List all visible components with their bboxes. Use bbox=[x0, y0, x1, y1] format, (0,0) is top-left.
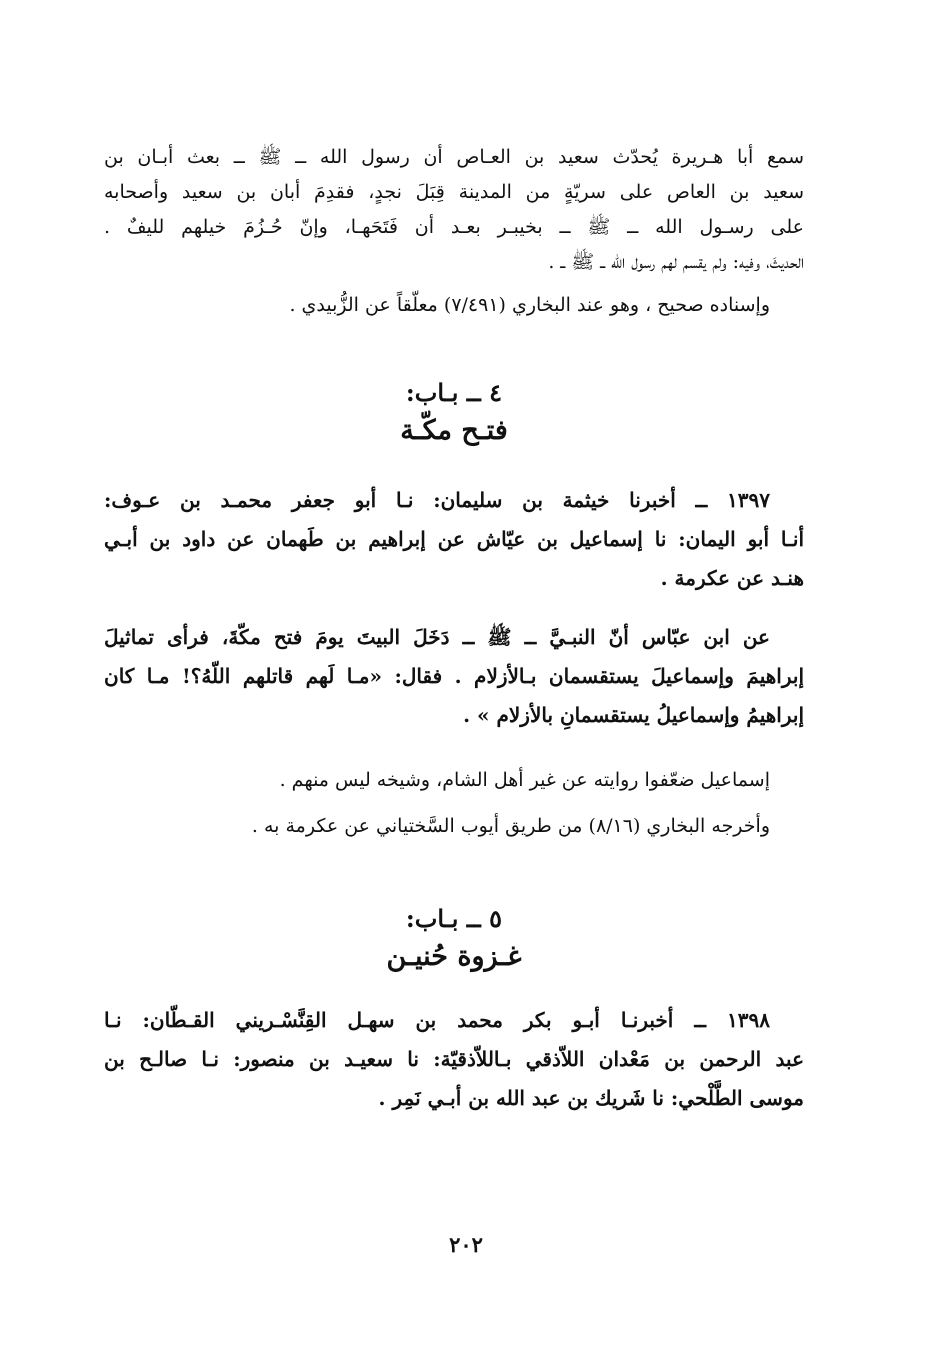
text-line: إبراهيمُ وإسماعيلُ يستقسمانِ بالأزلام » . bbox=[463, 703, 804, 727]
hadith-1397-isnad bbox=[104, 481, 804, 598]
text-line: الحديثَ، وفيه: ولم يقسم لهم رسول الله ــ ﷺ ــ . bbox=[548, 251, 804, 273]
takhrij-note: وأخرجه البخاري (٨/١٦) من طريق أيوب السَّختياني عن عكرمة به . bbox=[251, 815, 770, 837]
text-line: سعيد بن العاص على سريّةٍ من المدينة قِبَلَ نجدٍ، فقدِمَ أبان بن سعيد وأصحابه bbox=[104, 181, 804, 203]
chapter-title: غـزوة حُنيـن bbox=[386, 941, 522, 972]
text-line: أنـا أبو اليمان: نا إسماعيل بن عيّاش عن إبراهيم بن طَهمان عن داود بن أبـي bbox=[104, 527, 804, 551]
text-line: موسى الطَّلْحي: نا شَريك بن عبد الله بن أبـي نَمِر . bbox=[378, 1086, 804, 1110]
isnad-note: وإسناده صحيح ، وهو عند البخاري (٧/٤٩١) معلّقاً عن الزُّبيدي . bbox=[289, 294, 770, 316]
chapter-title: فتـح مكّـة bbox=[400, 415, 508, 446]
hadith-1397-matn bbox=[104, 618, 804, 735]
text-line: على رسـول الله ــ ﷺ ــ بخيبـر بعـد أن فَتَحَهـا، وإنّ حُـزُمَ خيلهم لليفٌ . bbox=[104, 216, 804, 238]
hadith-1398-isnad bbox=[104, 1001, 804, 1118]
section-heading-5 bbox=[104, 901, 804, 977]
text-line: سمع أبا هـريرة يُحدّث سعيد بن العـاص أن رسول الله ــ ﷺ ــ بعث أبـان بن bbox=[104, 146, 804, 168]
text-line: إبراهيمَ وإسماعيلَ يستقسمان بـالأزلام . فقال: «مـا لَهم قاتلهم اللّهُ؟! مـا كان bbox=[104, 664, 804, 688]
text-line: هنـد عن عكرمة . bbox=[660, 566, 804, 590]
text-line: ١٣٩٨ ــ أخبرنـا أبـو بكر محمد بن سهـل القِنَّسْـريني القـطّان: نـا bbox=[104, 1008, 770, 1032]
grading-note: إسماعيل ضعّفوا روايته عن غير أهل الشام، وشيخه ليس منهم . bbox=[279, 769, 770, 791]
page-number: ٢٠٢ bbox=[449, 1232, 483, 1257]
paragraph-intro bbox=[104, 140, 804, 280]
text-line: عن ابن عبّاس أنّ النبـيَّ ــ ﷺ ــ دَخَلَ البيتَ يومَ فتح مكّةَ، فرأى تماثيلَ bbox=[104, 625, 770, 649]
text-line: ١٣٩٧ ــ أخبرنا خيثمة بن سليمان: نـا أبو جعفر محمـد بن عـوف: bbox=[104, 488, 770, 512]
page-body bbox=[104, 140, 804, 1118]
chapter-label: ٤ ــ بـاب: bbox=[405, 378, 503, 407]
section-heading-4 bbox=[104, 375, 804, 451]
chapter-label: ٥ ــ بـاب: bbox=[405, 904, 503, 933]
text-line: عبد الرحمن بن مَعْدان اللاّذقي بـاللاّذقيّة: نا سعيـد بن منصور: نـا صالـح بن bbox=[104, 1047, 804, 1071]
